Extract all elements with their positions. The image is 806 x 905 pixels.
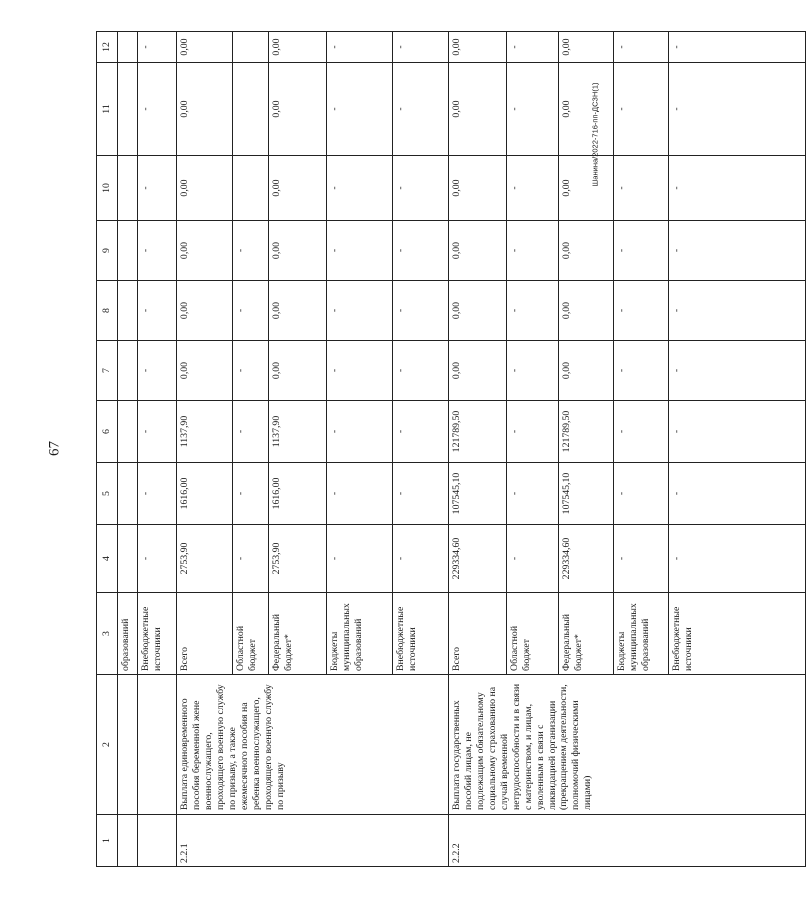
value-cell xyxy=(118,401,138,463)
section-id-cell: 2.2.2 xyxy=(449,815,806,867)
value-cell: - xyxy=(393,463,449,525)
value-cell: - xyxy=(507,281,559,341)
value-cell: 0,00 xyxy=(559,341,614,401)
value-cell: 1137,90 xyxy=(177,401,233,463)
value-cell: - xyxy=(138,341,177,401)
header-cell-11: 11 xyxy=(97,63,118,156)
value-cell: - xyxy=(614,463,669,525)
value-cell xyxy=(118,156,138,221)
value-cell: - xyxy=(669,281,806,341)
value-cell: - xyxy=(669,341,806,401)
value-cell xyxy=(118,341,138,401)
header-cell-9: 9 xyxy=(97,221,118,281)
value-cell: 0,00 xyxy=(177,156,233,221)
value-cell: - xyxy=(327,525,393,593)
header-cell-5: 5 xyxy=(97,463,118,525)
table-row xyxy=(138,32,177,867)
header-cell-3: 3 xyxy=(97,593,118,675)
value-cell: - xyxy=(507,221,559,281)
value-cell: 0,00 xyxy=(177,32,233,63)
value-cell: - xyxy=(138,525,177,593)
value-cell: - xyxy=(138,463,177,525)
source-cell: Всего xyxy=(177,593,233,675)
page-number: 67 xyxy=(46,441,63,456)
value-cell: 229334,60 xyxy=(449,525,507,593)
value-cell: - xyxy=(507,63,559,156)
value-cell: 0,00 xyxy=(559,221,614,281)
value-cell: - xyxy=(669,525,806,593)
table-row xyxy=(177,32,233,867)
value-cell: 107545,10 xyxy=(449,463,507,525)
source-cell: Внебюджетные источники xyxy=(138,593,177,675)
value-cell: 0,00 xyxy=(449,281,507,341)
header-row xyxy=(97,32,118,867)
header-cell-8: 8 xyxy=(97,281,118,341)
value-cell: - xyxy=(507,401,559,463)
value-cell: 0,00 xyxy=(449,63,507,156)
value-cell: - xyxy=(138,281,177,341)
value-cell: - xyxy=(614,63,669,156)
header-cell-7: 7 xyxy=(97,341,118,401)
value-cell: - xyxy=(327,156,393,221)
value-cell: - xyxy=(393,281,449,341)
source-cell: Областной бюджет xyxy=(233,593,269,675)
value-cell: 1616,00 xyxy=(269,463,327,525)
value-cell: - xyxy=(614,401,669,463)
source-cell: Федеральный бюджет* xyxy=(269,593,327,675)
value-cell: 0,00 xyxy=(559,281,614,341)
name-cell xyxy=(138,675,177,815)
value-cell: - xyxy=(233,463,269,525)
value-cell: - xyxy=(669,401,806,463)
value-cell: - xyxy=(138,401,177,463)
value-cell: 0,00 xyxy=(177,341,233,401)
value-cell: 2753,90 xyxy=(177,525,233,593)
header-cell-10: 10 xyxy=(97,156,118,221)
table-row xyxy=(449,32,507,867)
value-cell: - xyxy=(614,156,669,221)
value-cell: - xyxy=(393,156,449,221)
document-code: Шанина/2022-716-пп-ДСЗН(1) xyxy=(590,82,600,187)
value-cell: - xyxy=(669,221,806,281)
header-cell-1: 1 xyxy=(97,815,118,867)
header-cell-6: 6 xyxy=(97,401,118,463)
value-cell xyxy=(118,463,138,525)
value-cell: 0,00 xyxy=(177,281,233,341)
source-cell: образований xyxy=(118,593,138,675)
value-cell: - xyxy=(233,341,269,401)
value-cell: - xyxy=(233,281,269,341)
value-cell: 0,00 xyxy=(269,32,327,63)
header-cell-4: 4 xyxy=(97,525,118,593)
value-cell: 121789,50 xyxy=(559,401,614,463)
value-cell: 0,00 xyxy=(449,156,507,221)
value-cell: 0,00 xyxy=(559,32,614,63)
section-id-cell: 2.2.1 xyxy=(177,815,449,867)
value-cell xyxy=(118,63,138,156)
value-cell: - xyxy=(327,341,393,401)
value-cell: - xyxy=(327,221,393,281)
value-cell: - xyxy=(327,32,393,63)
source-cell: Внебюджетные источники xyxy=(669,593,806,675)
value-cell: - xyxy=(669,463,806,525)
value-cell: - xyxy=(327,281,393,341)
value-cell: - xyxy=(138,156,177,221)
value-cell: - xyxy=(327,401,393,463)
value-cell: 0,00 xyxy=(269,221,327,281)
value-cell xyxy=(118,221,138,281)
value-cell: 0,00 xyxy=(449,32,507,63)
value-cell: 0,00 xyxy=(177,63,233,156)
source-cell: Федеральный бюджет* xyxy=(559,593,614,675)
value-cell xyxy=(118,281,138,341)
value-cell: - xyxy=(393,525,449,593)
value-cell: - xyxy=(507,463,559,525)
value-cell xyxy=(118,525,138,593)
value-cell: 0,00 xyxy=(559,63,614,156)
section-name-cell: Выплата государственных пособий лицам, не подлежащим обязательному социальному страхованию на случай временной нетрудоспособности и в связи с материнством, и лицам, уволенным в связи с ликвидацией организации (прекращением деятельности, полномочий физическими лицами) xyxy=(449,675,806,815)
value-cell: 0,00 xyxy=(177,221,233,281)
source-cell: Бюджеты муниципальных образований xyxy=(327,593,393,675)
value-cell: - xyxy=(327,463,393,525)
value-cell: - xyxy=(138,63,177,156)
value-cell: 0,00 xyxy=(559,156,614,221)
value-cell xyxy=(118,32,138,63)
value-cell: - xyxy=(507,32,559,63)
value-cell: 0,00 xyxy=(269,156,327,221)
value-cell: - xyxy=(233,221,269,281)
name-cell xyxy=(118,675,138,815)
value-cell: 1137,90 xyxy=(269,401,327,463)
section-name-cell: Выплата единовременного пособия беременной жене военнослужащего, проходящего военную службу по призыву, а также ежемесячного пособия на ребенка военнослужащего, проходящего военную службу по призыву xyxy=(177,675,449,815)
source-cell: Областной бюджет xyxy=(507,593,559,675)
value-cell: 1616,00 xyxy=(177,463,233,525)
value-cell: - xyxy=(233,401,269,463)
source-cell: Всего xyxy=(449,593,507,675)
value-cell: 0,00 xyxy=(449,341,507,401)
value-cell xyxy=(233,156,269,221)
value-cell: - xyxy=(393,221,449,281)
value-cell xyxy=(233,32,269,63)
table-body xyxy=(97,32,806,867)
value-cell: - xyxy=(393,341,449,401)
value-cell: - xyxy=(614,32,669,63)
value-cell: 2753,90 xyxy=(269,525,327,593)
source-cell: Бюджеты муниципальных образований xyxy=(614,593,669,675)
value-cell: 121789,50 xyxy=(449,401,507,463)
value-cell: - xyxy=(669,63,806,156)
value-cell: 229334,60 xyxy=(559,525,614,593)
id-cell xyxy=(118,815,138,867)
value-cell: - xyxy=(507,156,559,221)
budget-table xyxy=(96,31,806,867)
value-cell: - xyxy=(614,341,669,401)
table-row xyxy=(118,32,138,867)
header-cell-12: 12 xyxy=(97,32,118,63)
value-cell: - xyxy=(669,32,806,63)
source-cell: Внебюджетные источники xyxy=(393,593,449,675)
value-cell: - xyxy=(669,156,806,221)
value-cell xyxy=(233,63,269,156)
value-cell: - xyxy=(393,32,449,63)
value-cell: - xyxy=(233,525,269,593)
value-cell: - xyxy=(614,221,669,281)
value-cell: 0,00 xyxy=(269,341,327,401)
value-cell: - xyxy=(138,32,177,63)
value-cell: - xyxy=(507,341,559,401)
value-cell: - xyxy=(507,525,559,593)
value-cell: 107545,10 xyxy=(559,463,614,525)
value-cell: 0,00 xyxy=(269,281,327,341)
value-cell: - xyxy=(327,63,393,156)
value-cell: 0,00 xyxy=(269,63,327,156)
value-cell: - xyxy=(138,221,177,281)
value-cell: - xyxy=(393,401,449,463)
header-cell-2: 2 xyxy=(97,675,118,815)
value-cell: - xyxy=(393,63,449,156)
value-cell: - xyxy=(614,281,669,341)
value-cell: 0,00 xyxy=(449,221,507,281)
value-cell: - xyxy=(614,525,669,593)
id-cell xyxy=(138,815,177,867)
